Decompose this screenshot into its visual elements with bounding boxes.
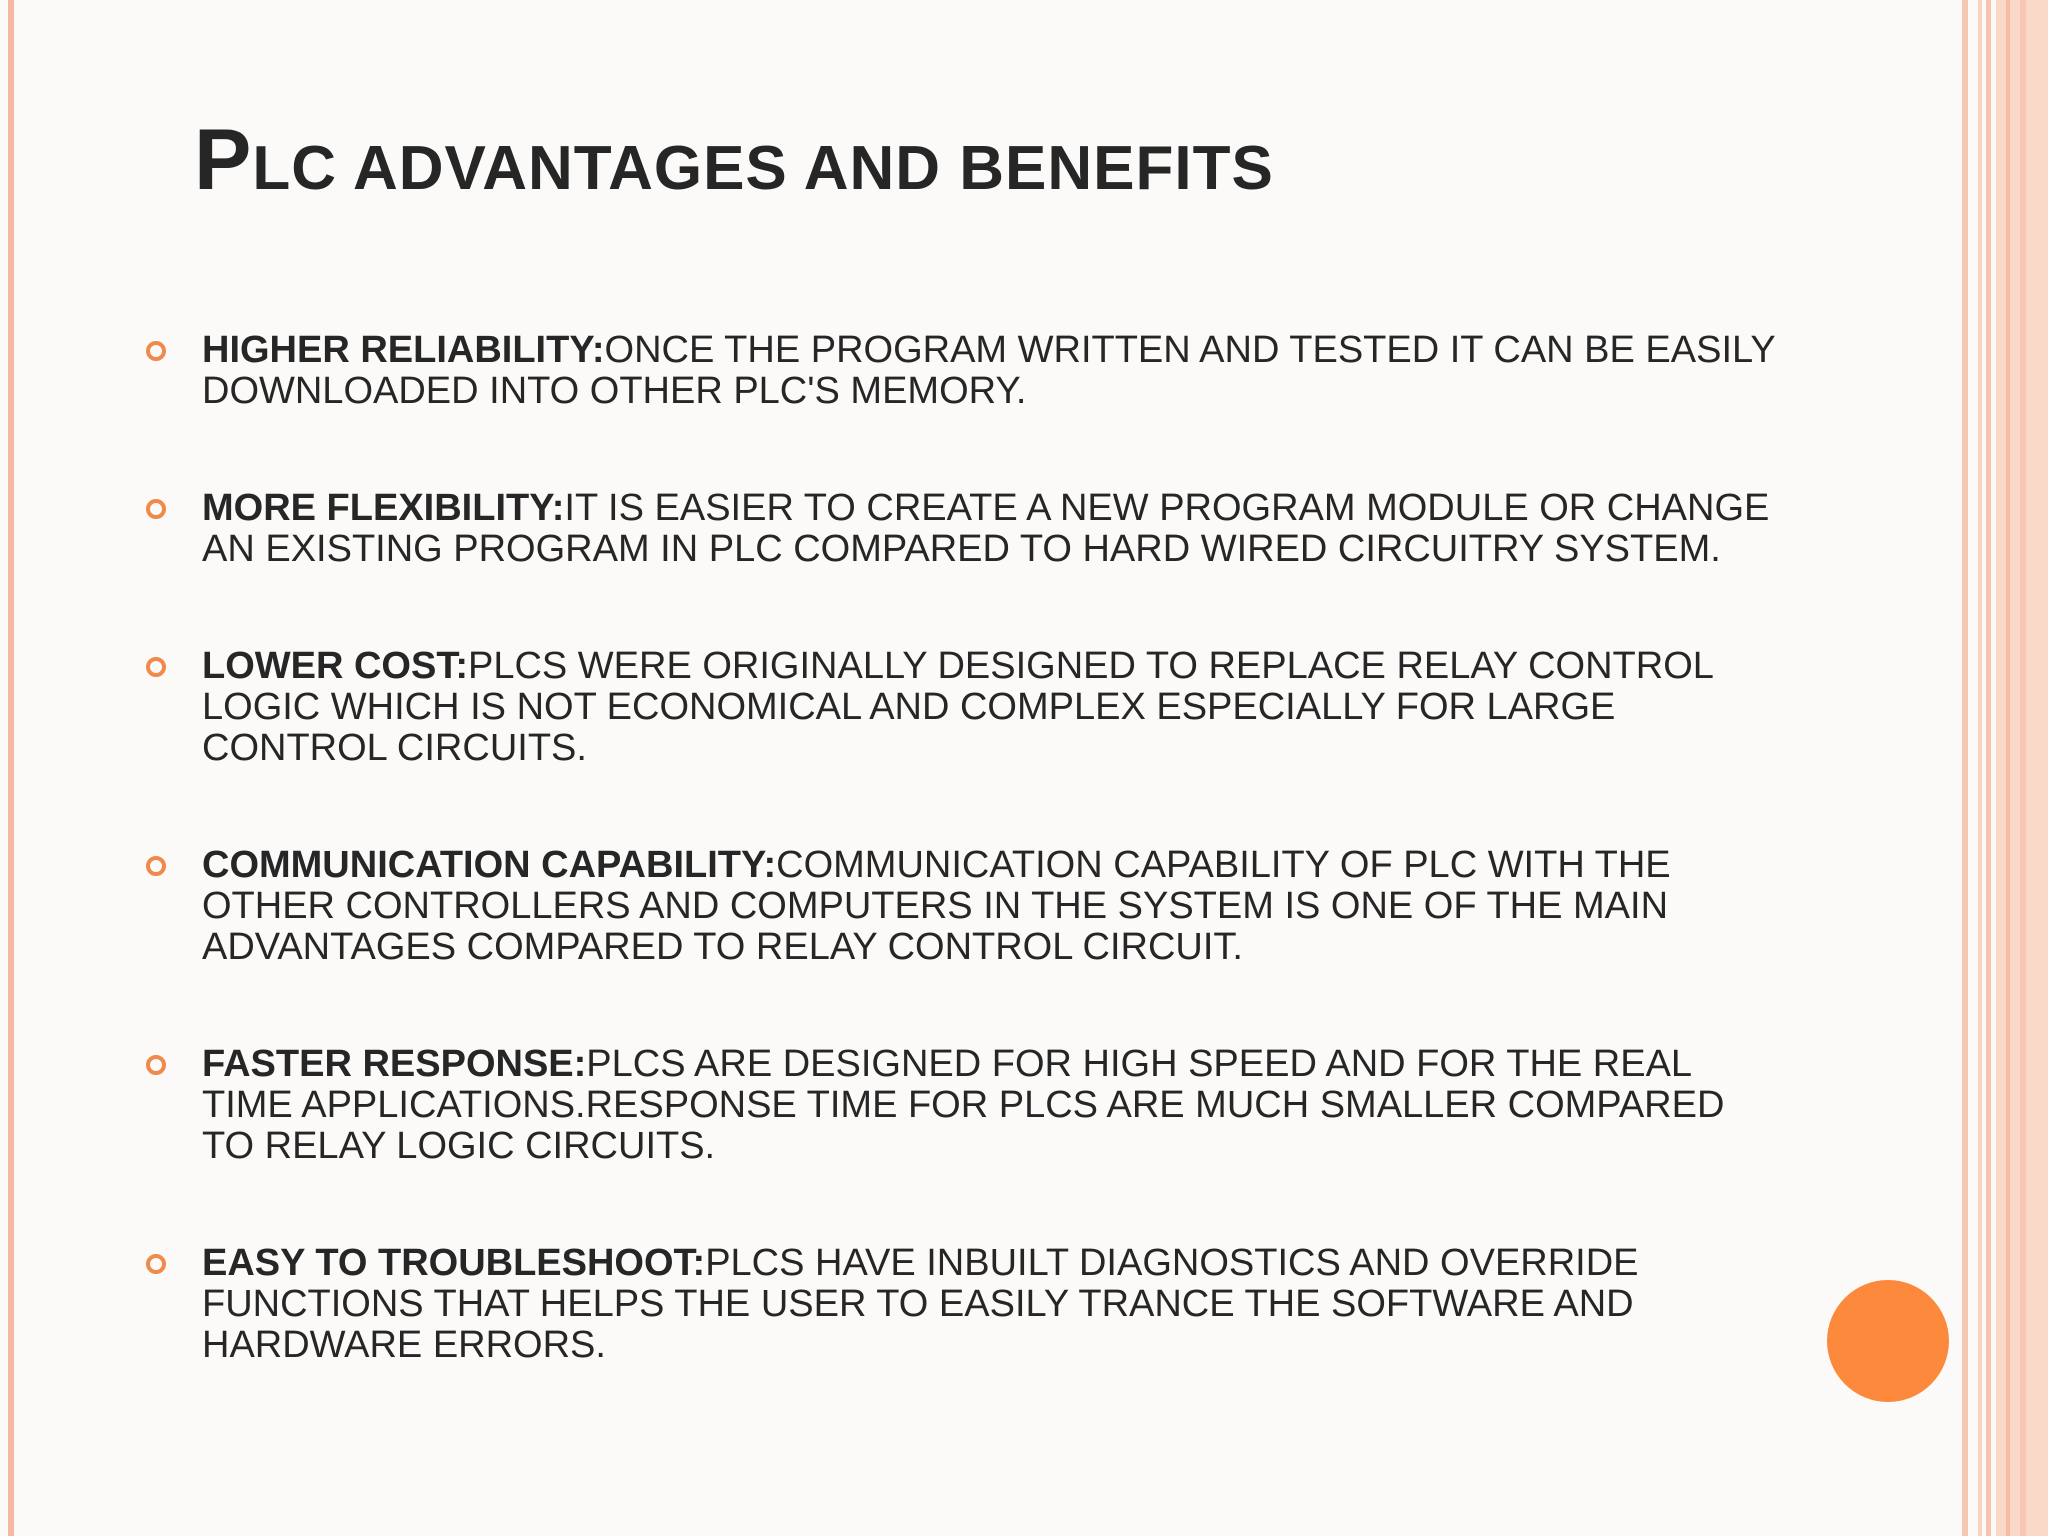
hollow-circle-bullet-icon <box>146 1055 166 1075</box>
bullet-item <box>138 1243 1778 1366</box>
hollow-circle-bullet-icon <box>146 657 166 677</box>
right-stripes-decoration <box>1962 0 2048 1536</box>
bullet-label: HIGHER RELIABILITY: <box>202 329 605 371</box>
bullet-text: PLCS ARE DESIGNED FOR HIGH SPEED AND FOR THE REAL TIME APPLICATIONS.RESPONSE TIME FOR PLCS ARE MUCH SMALLER COMPARED TO RELAY LOGIC CIRCUITS. <box>202 1043 1725 1167</box>
title-first-letter: P <box>194 112 253 208</box>
bullet-list <box>138 330 1778 1442</box>
title-rest: LC ADVANTAGES AND BENEFITS <box>252 134 1274 203</box>
bullet-label: COMMUNICATION CAPABILITY: <box>202 844 777 886</box>
bullet-text: IT IS EASIER TO CREATE A NEW PROGRAM MODULE OR CHANGE AN EXISTING PROGRAM IN PLC COMPARED TO HARD WIRED CIRCUITRY SYSTEM. <box>202 487 1770 570</box>
hollow-circle-bullet-icon <box>146 341 166 361</box>
bullet-label: EASY TO TROUBLESHOOT: <box>202 1242 706 1284</box>
hollow-circle-bullet-icon <box>146 1254 166 1274</box>
bullet-item <box>138 845 1778 968</box>
slide-title <box>194 110 1894 210</box>
bullet-item <box>138 330 1778 412</box>
hollow-circle-bullet-icon <box>146 499 166 519</box>
orange-circle-decoration <box>1827 1280 1949 1402</box>
bullet-item <box>138 488 1778 570</box>
bullet-item <box>138 1044 1778 1167</box>
bullet-text: COMMUNICATION CAPABILITY OF PLC WITH THE OTHER CONTROLLERS AND COMPUTERS IN THE SYSTEM IS ONE OF THE MAIN ADVANTAGES COMPARED TO RELAY CONTROL CIRCUIT. <box>202 844 1671 968</box>
bullet-text: ONCE THE PROGRAM WRITTEN AND TESTED IT CAN BE EASILY DOWNLOADED INTO OTHER PLC'S MEMORY. <box>202 329 1775 412</box>
left-border-decoration <box>8 0 14 1536</box>
hollow-circle-bullet-icon <box>146 856 166 876</box>
bullet-text: PLCS WERE ORIGINALLY DESIGNED TO REPLACE RELAY CONTROL LOGIC WHICH IS NOT ECONOMICAL AND COMPLEX ESPECIALLY FOR LARGE CONTROL CIRCUITS. <box>202 645 1713 769</box>
bullet-label: MORE FLEXIBILITY: <box>202 487 565 529</box>
bullet-label: LOWER COST: <box>202 645 468 687</box>
bullet-item <box>138 646 1778 769</box>
bullet-label: FASTER RESPONSE: <box>202 1043 587 1085</box>
bullet-text: PLCS HAVE INBUILT DIAGNOSTICS AND OVERRIDE FUNCTIONS THAT HELPS THE USER TO EASILY TRANCE THE SOFTWARE AND HARDWARE ERRORS. <box>202 1242 1639 1366</box>
